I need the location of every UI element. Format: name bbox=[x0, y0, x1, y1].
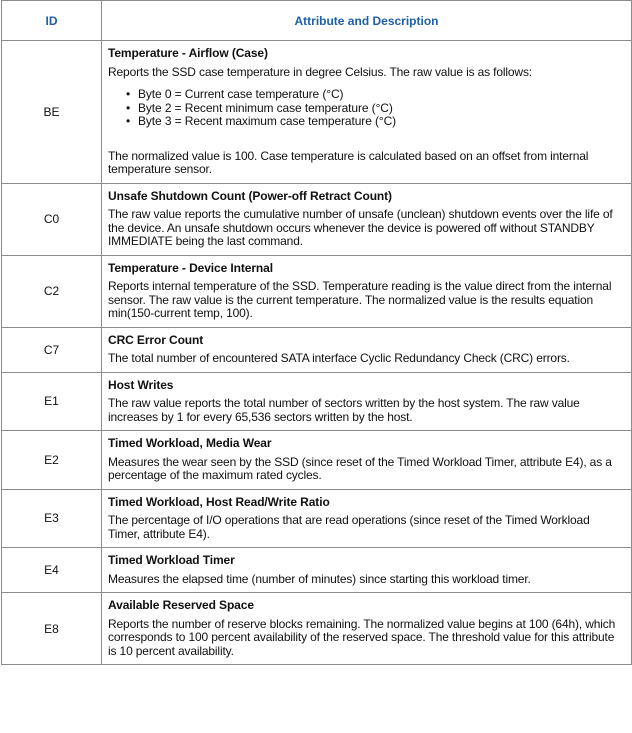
attribute-id: E3 bbox=[2, 489, 102, 548]
attribute-text: The percentage of I/O operations that are read operations (since reset of the Timed Workload Timer, attribute E4). bbox=[108, 513, 590, 541]
table-row-e3 bbox=[2, 489, 632, 548]
attribute-id: E1 bbox=[2, 372, 102, 431]
attribute-title: Timed Workload Timer bbox=[108, 553, 235, 567]
table-row-be bbox=[2, 41, 632, 184]
attribute-title: Unsafe Shutdown Count (Power-off Retract Count) bbox=[108, 188, 392, 203]
attribute-id: E8 bbox=[2, 593, 102, 665]
attribute-title: Available Reserved Space bbox=[108, 598, 254, 612]
attribute-description bbox=[102, 431, 632, 490]
smart-attribute-table bbox=[1, 0, 632, 665]
attribute-description bbox=[102, 593, 632, 665]
attribute-title: CRC Error Count bbox=[108, 332, 204, 347]
description-column-header: Attribute and Description bbox=[102, 1, 632, 41]
attribute-description bbox=[102, 489, 632, 548]
table-row-e2 bbox=[2, 431, 632, 490]
attribute-id: E2 bbox=[2, 431, 102, 490]
table-row-c7 bbox=[2, 327, 632, 372]
attribute-title: Timed Workload, Host Read/Write Ratio bbox=[108, 494, 330, 509]
table-row-e1 bbox=[2, 372, 632, 431]
attribute-description bbox=[102, 372, 632, 431]
attribute-title: Timed Workload, Media Wear bbox=[108, 436, 272, 450]
attribute-text: Reports internal temperature of the SSD. Temperature reading is the value direct from the internal sensor. The raw value is the current temperature. The normalized value is the results equation min(150-current temp, 100). bbox=[108, 279, 612, 320]
attribute-text: The raw value reports the total number of sectors written by the host system. The raw value increases by 1 for every 65,536 sectors written by the host. bbox=[108, 396, 580, 424]
attribute-title: Temperature - Device Internal bbox=[108, 260, 273, 275]
attribute-id: C2 bbox=[2, 255, 102, 327]
attribute-id: BE bbox=[2, 41, 102, 184]
table-row-c0 bbox=[2, 183, 632, 255]
attribute-text: Reports the SSD case temperature in degree Celsius. The raw value is as follows: bbox=[108, 64, 532, 79]
attribute-title: Temperature - Airflow (Case) bbox=[108, 46, 268, 60]
attribute-id: C0 bbox=[2, 183, 102, 255]
byte-list bbox=[108, 88, 623, 129]
attribute-title: Host Writes bbox=[108, 377, 174, 392]
attribute-description bbox=[102, 327, 632, 372]
attribute-text: Measures the wear seen by the SSD (since reset of the Timed Workload Timer, attribute E4), as a percentage of the maximum rated cycles. bbox=[108, 454, 612, 482]
attribute-text: Reports the number of reserve blocks remaining. The normalized value begins at 100 (64h), which corresponds to 100 percent availability of the reserved space. The threshold value for this attribute is 10 percent availability. bbox=[108, 616, 616, 658]
table-row-e8 bbox=[2, 593, 632, 665]
attribute-text: The total number of encountered SATA interface Cyclic Redundancy Check (CRC) errors. bbox=[108, 351, 570, 365]
table-row-e4 bbox=[2, 548, 632, 593]
attribute-description bbox=[102, 41, 632, 184]
attribute-description bbox=[102, 183, 632, 255]
attribute-text: The raw value reports the cumulative number of unsafe (unclean) shutdown events over the life of the device. An unsafe shutdown occurs whenever the device is powered off without STANDBY IMMEDIATE being the last command. bbox=[108, 207, 613, 248]
attribute-text: Measures the elapsed time (number of minutes) since starting this workload timer. bbox=[108, 571, 531, 586]
list-item: • Byte 3 = Recent maximum case temperature (°C) bbox=[138, 115, 623, 129]
attribute-description bbox=[102, 255, 632, 327]
table-header-row bbox=[2, 1, 632, 41]
table-row-c2 bbox=[2, 255, 632, 327]
list-item: • Byte 2 = Recent minimum case temperature (°C) bbox=[138, 102, 623, 116]
attribute-id: E4 bbox=[2, 548, 102, 593]
id-column-header: ID bbox=[2, 1, 102, 41]
list-item: • Byte 0 = Current case temperature (°C) bbox=[138, 88, 623, 102]
attribute-description bbox=[102, 548, 632, 593]
attribute-id: C7 bbox=[2, 327, 102, 372]
attribute-note: The normalized value is 100. Case temperature is calculated based on an offset from internal temperature sensor. bbox=[108, 148, 589, 176]
